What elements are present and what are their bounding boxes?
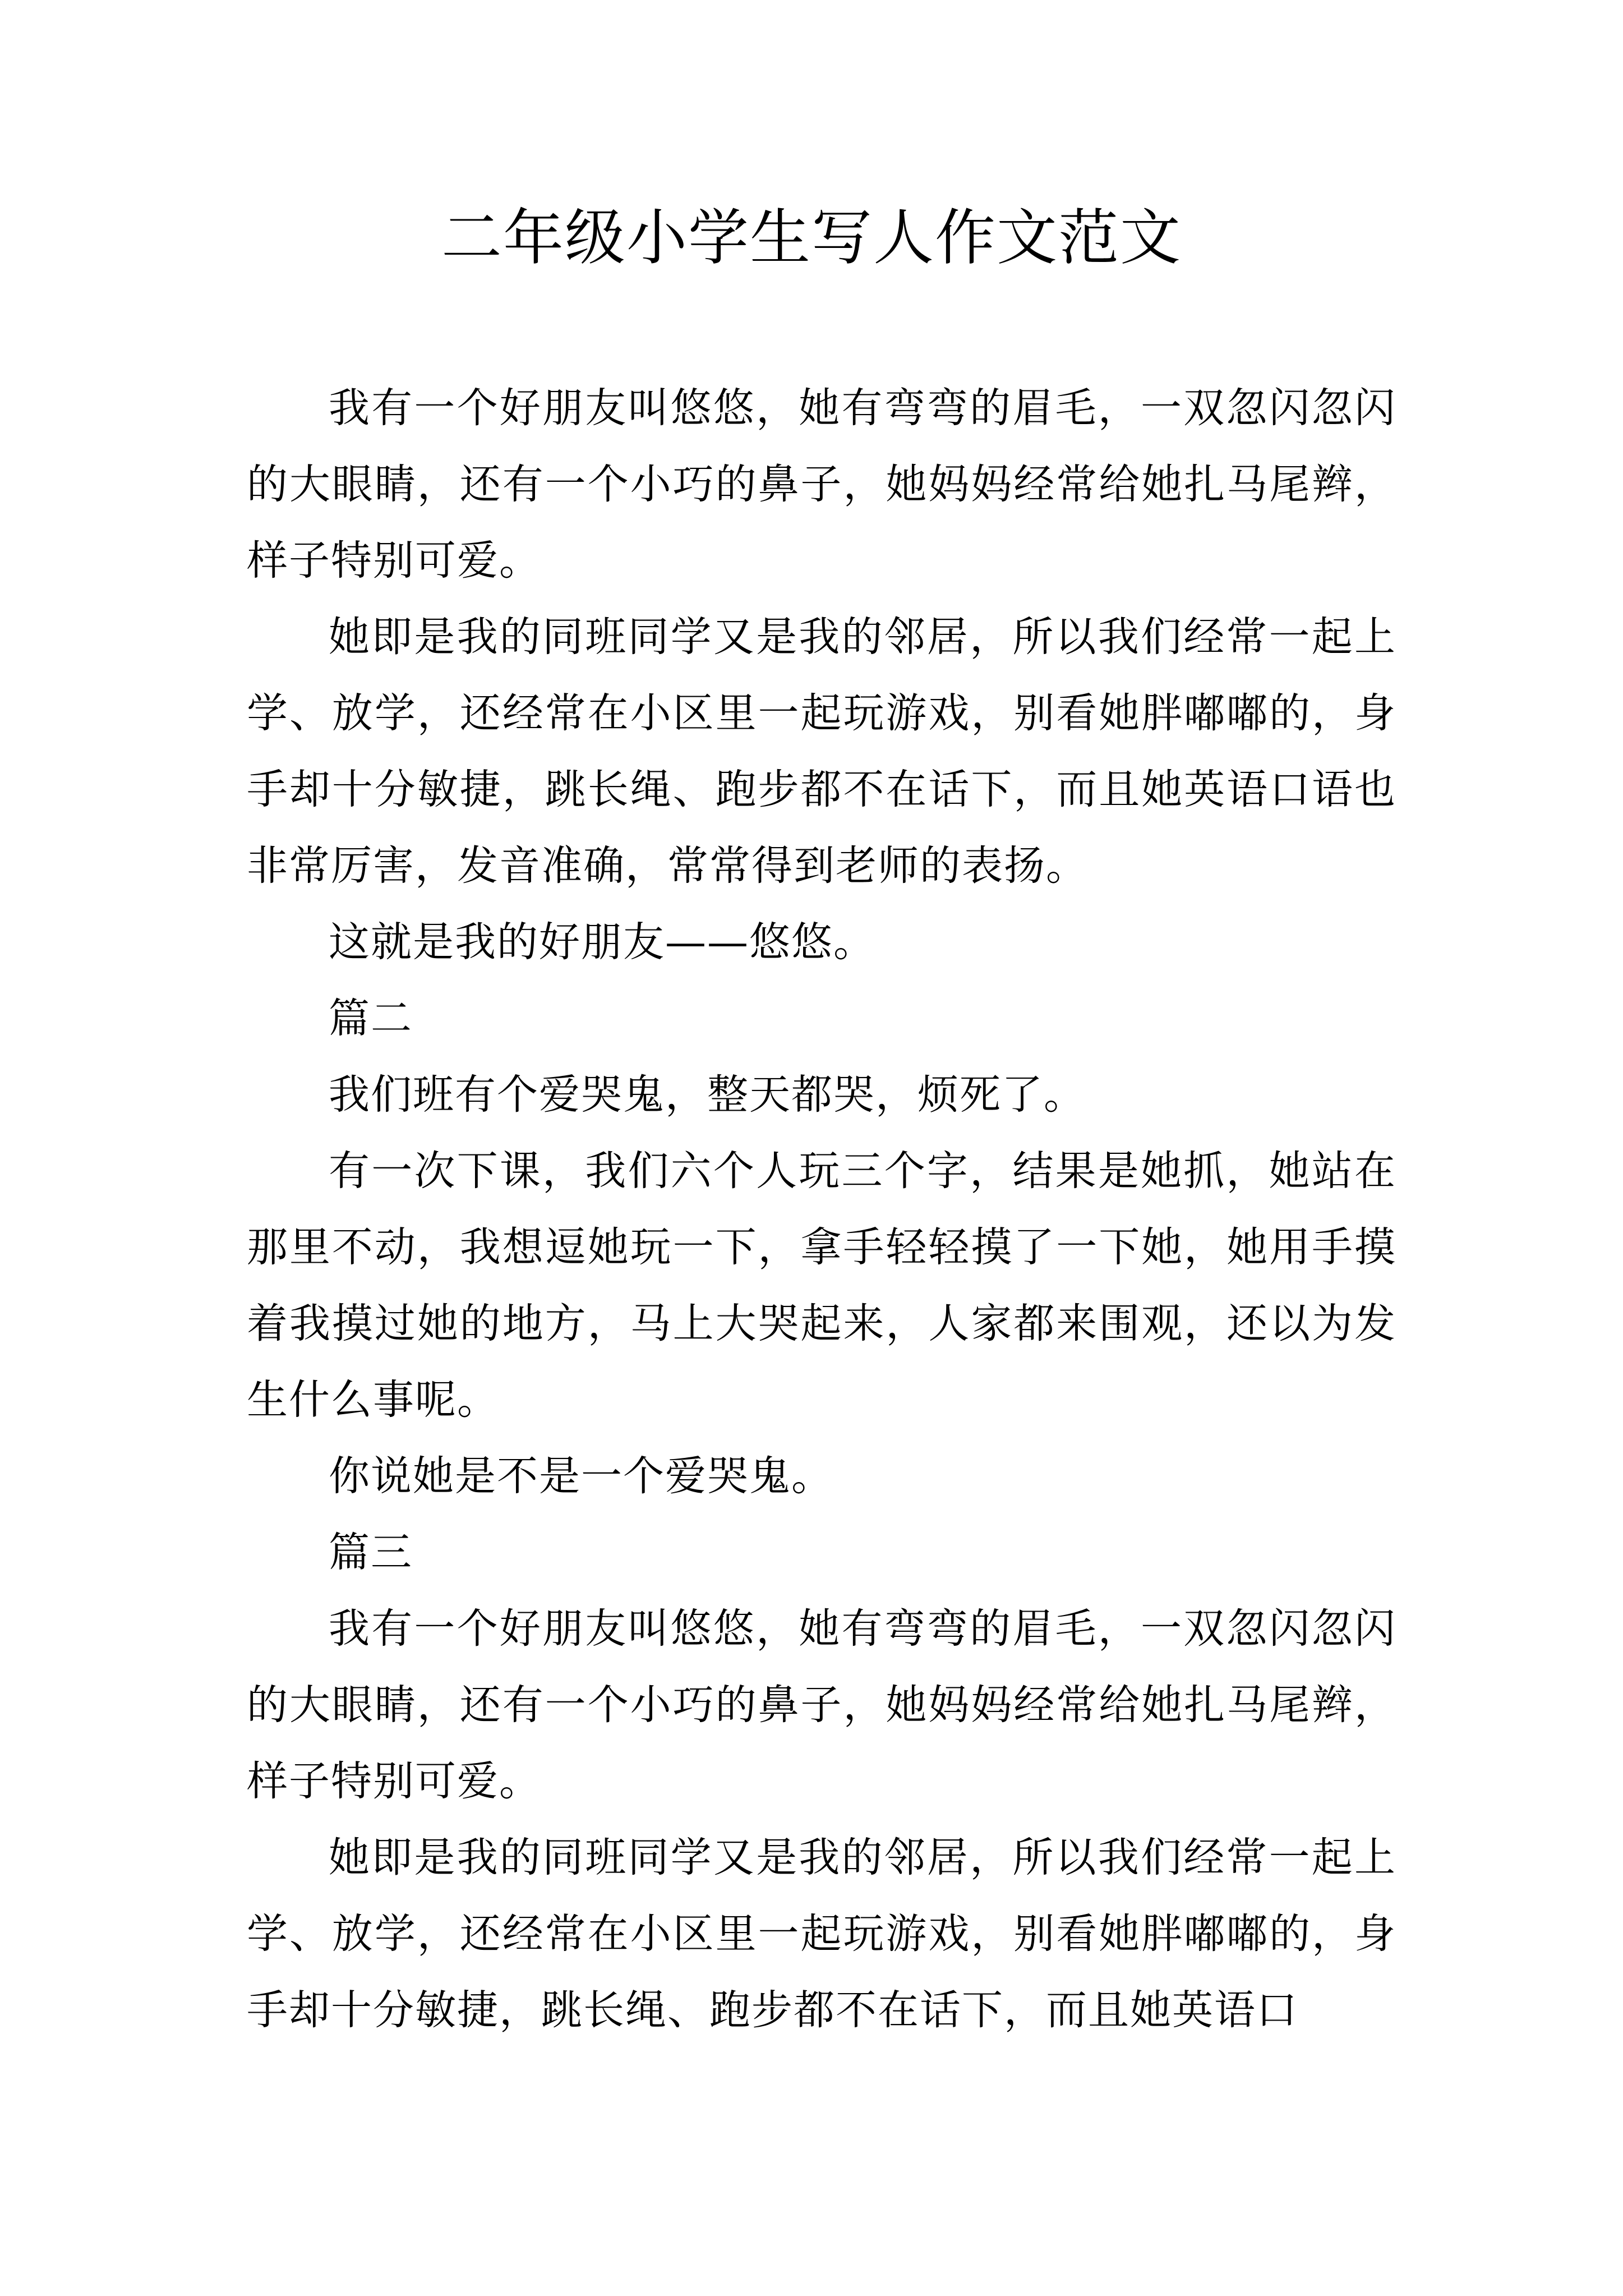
paragraph-4: 我们班有个爱哭鬼，整天都哭，烦死了。	[329, 1071, 1086, 1119]
section-heading-3: 篇三	[329, 1529, 413, 1576]
section-heading-2: 篇二	[329, 995, 413, 1042]
paragraph-2: 她即是我的同班同学又是我的邻居，所以我们经常一起上学、放学，还经常在小区里一起玩游戏，别看她胖嘟嘟的，身手却十分敏捷，跳长绳、跑步都不在话下，而且她英语口语也非常厉害，发音准确，常常得到老师的表扬。	[247, 613, 1396, 890]
paragraph-8: 她即是我的同班同学又是我的邻居，所以我们经常一起上学、放学，还经常在小区里一起玩游戏，别看她胖嘟嘟的，身手却十分敏捷，跳长绳、跑步都不在话下，而且她英语口	[247, 1834, 1396, 2034]
paragraph-3: 这就是我的好朋友——悠悠。	[329, 918, 875, 966]
paragraph-7: 我有一个好朋友叫悠悠，她有弯弯的眉毛，一双忽闪忽闪的大眼睛，还有一个小巧的鼻子，她妈妈经常给她扎马尾辫，样子特别可爱。	[247, 1605, 1396, 1805]
paragraph-6: 你说她是不是一个爱哭鬼。	[329, 1452, 833, 1500]
document-title: 二年级小学生写人作文范文	[441, 203, 1182, 273]
paragraph-1: 我有一个好朋友叫悠悠，她有弯弯的眉毛，一双忽闪忽闪的大眼睛，还有一个小巧的鼻子，她妈妈经常给她扎马尾辫，样子特别可爱。	[247, 384, 1396, 585]
paragraph-5: 有一次下课，我们六个人玩三个字，结果是她抓，她站在那里不动，我想逗她玩一下，拿手轻轻摸了一下她，她用手摸着我摸过她的地方，马上大哭起来，人家都来围观，还以为发生什么事呢。	[247, 1147, 1396, 1424]
document-body	[247, 370, 1396, 2049]
